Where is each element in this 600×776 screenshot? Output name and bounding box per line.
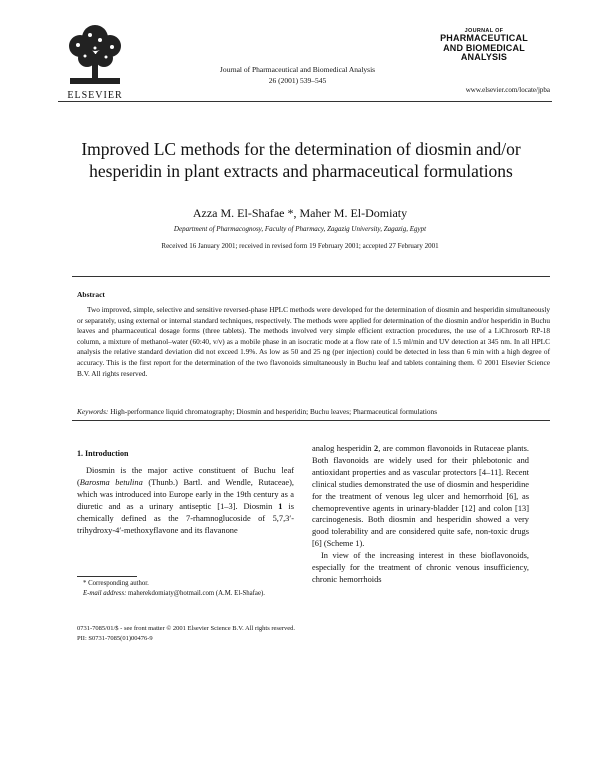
keywords-label: Keywords: xyxy=(77,407,109,416)
received-dates: Received 16 January 2001; received in revised form 19 February 2001; accepted 27 February 2001 xyxy=(161,242,439,250)
journal-mark-line4: ANALYSIS xyxy=(460,52,508,62)
journal-mark-line3: AND BIOMEDICAL xyxy=(443,42,525,53)
intro-left-column xyxy=(77,465,294,536)
article-title: Improved LC methods for the determination of diosmin and/or hesperidin in plant extracts and pharmaceutical formulations xyxy=(81,139,521,181)
intro-species: Barosma betulina xyxy=(79,477,143,487)
keywords-list: High-performance liquid chromatography; Diosmin and hesperidin; Buchu leaves; Pharmaceutical formulations xyxy=(110,407,438,416)
abstract-divider xyxy=(72,420,550,421)
email-label: E-mail address: xyxy=(83,590,127,597)
journal-logo xyxy=(424,28,544,63)
journal-mark-line1: JOURNAL OF xyxy=(464,28,504,34)
authors: Azza M. El-Shafae *, Maher M. El-Domiaty xyxy=(192,206,408,220)
publisher-name: ELSEVIER xyxy=(67,90,123,101)
front-matter xyxy=(77,624,397,644)
compound-number-1: 1 xyxy=(278,501,283,511)
keywords xyxy=(77,407,550,416)
footnote xyxy=(77,579,294,599)
title-divider xyxy=(72,276,550,277)
email-line xyxy=(77,589,294,599)
abstract-heading: Abstract xyxy=(77,290,105,299)
journal-mark-line2: PHARMACEUTICAL xyxy=(440,33,528,43)
intro-right-paragraph-1 xyxy=(312,443,529,550)
abstract-body: Two improved, simple, selective and sensitive reversed-phase HPLC methods were developed for the determination of diosmin and hesperidin simultaneously or separately, using external or internal standard techniques, respectively. The methods were applied for determination of the diosmin and/or hesperidin in Buchu leaves and pharmaceutical dosage forms (three tablets). The methods involved very simple efficient extraction procedures, the use of a LiChrosorb RP-18 column, a mixture of methanol–water (60:40, v/v) as a mobile phase in an isocratic mode at a flow rate of 1.5 ml/min and UV detection at 345 nm. In all HPLC analysis the relative standard deviation did not exceed 1.9%. As low as 50 and 25 ng (per injection) could be detected in less than 6 min with a high degree of accuracy. This is the first report for the determination of the two flavonoids simultaneously in Buchu leaf and tablets containing them. © 2001 Elsevier Science B.V. All rights reserved. xyxy=(77,305,550,378)
intro-text-2: (Thunb.) Bartl. and Wendle, Rutaceae), which was introduced into Europe early in the 19th century as a diuretic and as a urinary antiseptic [1–3]. Diosmin xyxy=(77,477,294,511)
intro-right-paragraph-2: In view of the increasing interest in these bioflavonoids, especially for the treatment of chronic venous insufficiency, chronic hemorrhoids xyxy=(312,551,529,584)
journal-citation xyxy=(175,64,420,86)
journal-url[interactable]: www.elsevier.com/locate/jpba xyxy=(465,86,550,94)
compound-number-2: 2 xyxy=(374,444,379,453)
intro-text-3: is chemically defined as the 7-rhamnoglucoside of 5,7,3′-trihydroxy-4′-methoxyflavone and its flavanone xyxy=(77,501,294,535)
intro-right-text-2: , are common flavonoids in Rutaceae plants. Both flavonoids are widely used for their phlebotonic and antioxidant properties and as vascular protectors [4–11]. Recent clinical studies demonstrated the use of diosmin and hesperidine for the treatment of venous leg ulcer and hemorrhoid [6], as chemopreventive agents in urinary-bladder [12] and colon [13] carcinogenesis. Both diosmin and hesperidin showed a very good tolerability and are considered quite safe, non-toxic drugs [6] (Scheme 1). xyxy=(312,444,529,549)
intro-right-column xyxy=(312,443,529,586)
intro-text-1: Diosmin is the major active constituent of Buchu leaf ( xyxy=(77,466,294,487)
corresponding-author: * Corresponding author. xyxy=(83,580,149,587)
email-address[interactable]: maherekdomiaty@hotmail.com (A.M. El-Shafae). xyxy=(126,590,265,597)
elsevier-logo xyxy=(60,20,130,90)
intro-right-text-1: analog hesperidin xyxy=(312,444,375,453)
tree-icon xyxy=(60,20,130,90)
footnote-divider xyxy=(77,576,137,577)
header-divider xyxy=(58,101,552,102)
section-heading: 1. Introduction xyxy=(77,449,129,458)
pii-line: PII: S0731-7085(01)00476-9 xyxy=(77,635,153,642)
journal-name: Journal of Pharmaceutical and Biomedical Analysis xyxy=(219,65,376,74)
affiliation: Department of Pharmacognosy, Faculty of Pharmacy, Zagazig University, Zagazig, Egypt xyxy=(173,225,427,233)
copyright-line: 0731-7085/01/$ - see front matter © 2001 Elsevier Science B.V. All rights reserved. xyxy=(77,625,296,632)
journal-volume: 26 (2001) 539–545 xyxy=(268,76,327,85)
